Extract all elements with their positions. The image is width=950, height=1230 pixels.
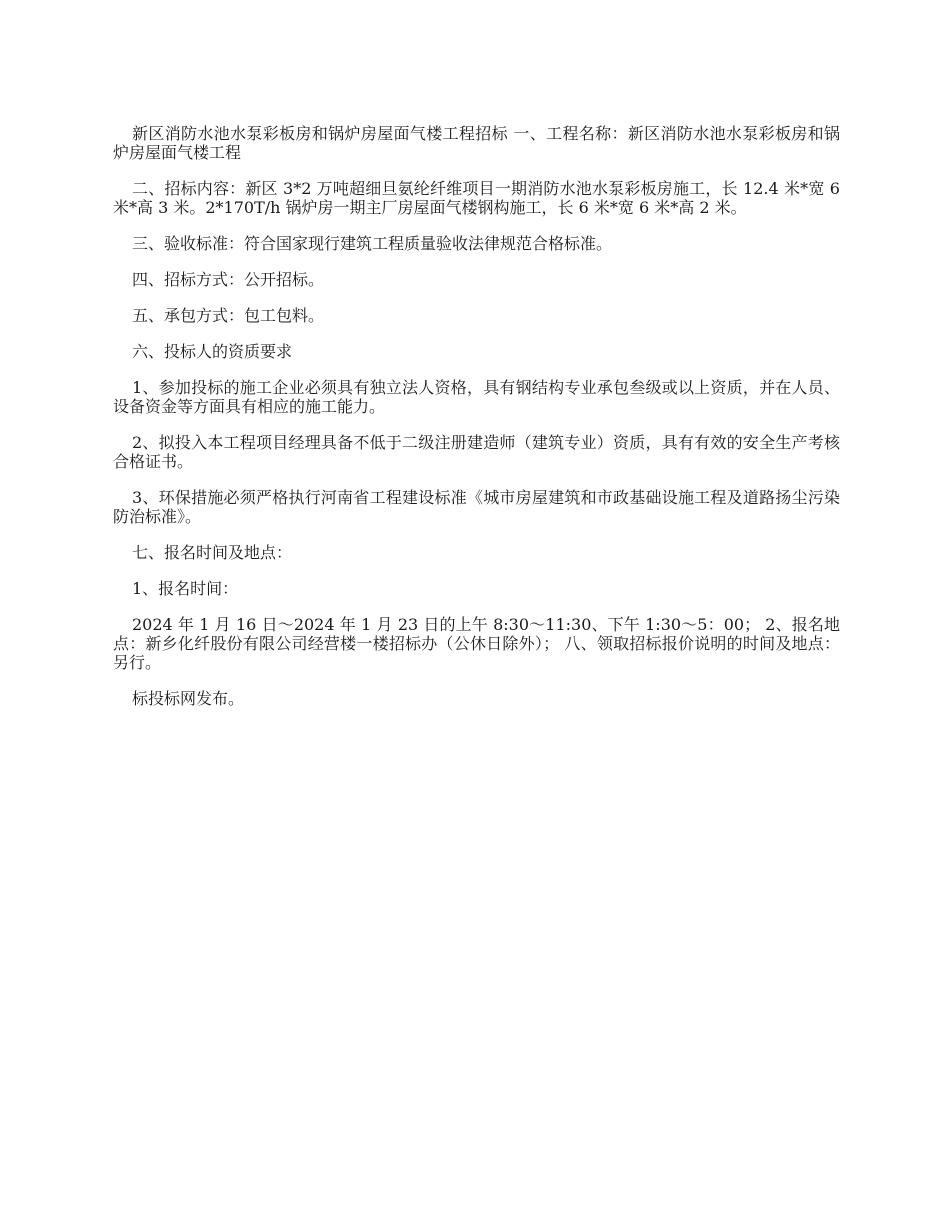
paragraph-qualification-3: 3、环保措施必须严格执行河南省工程建设标准《城市房屋建筑和市政基础设施工程及道路扬尘污染防治标准》。 — [113, 488, 840, 526]
paragraph-registration-details: 2024 年 1 月 16 日～2024 年 1 月 23 日的上午 8:30～11:30、下午 1:30～5：00； 2、报名地点：新乡化纤股份有限公司经营楼一楼招标办（公休日除外）； 八、领取招标报价说明的时间及地点：另行。 — [113, 615, 840, 672]
paragraph-registration-heading: 七、报名时间及地点： — [132, 543, 293, 562]
paragraph-contract-method: 五、承包方式：包工包料。 — [132, 306, 325, 325]
paragraph-bid-content: 二、招标内容：新区 3*2 万吨超细旦氨纶纤维项目一期消防水池水泵彩板房施工，长 12.4 米*宽 6 米*高 3 米。2*170T/h 锅炉房一期主厂房屋面气楼钢构施工，长 6 米*宽 6 米*高 2 米。 — [113, 179, 840, 217]
paragraph-registration-time-label: 1、报名时间： — [132, 579, 239, 598]
paragraph-bid-method: 四、招标方式：公开招标。 — [132, 270, 325, 289]
paragraph-title: 新区消防水池水泵彩板房和锅炉房屋面气楼工程招标 一、工程名称：新区消防水池水泵彩板房和锅炉房屋面气楼工程 — [113, 124, 840, 162]
paragraph-qualification-heading: 六、投标人的资质要求 — [132, 342, 293, 361]
paragraph-acceptance-standard: 三、验收标准：符合国家现行建筑工程质量验收法律规范合格标准。 — [132, 234, 613, 253]
paragraph-qualification-1: 1、参加投标的施工企业必须具有独立法人资格，具有钢结构专业承包叁级或以上资质，并在人员、设备资金等方面具有相应的施工能力。 — [113, 378, 840, 416]
paragraph-source: 标投标网发布。 — [132, 689, 245, 708]
paragraph-qualification-2: 2、拟投入本工程项目经理具备不低于二级注册建造师（建筑专业）资质，具有有效的安全生产考核合格证书。 — [113, 433, 840, 471]
document-body — [113, 124, 840, 725]
